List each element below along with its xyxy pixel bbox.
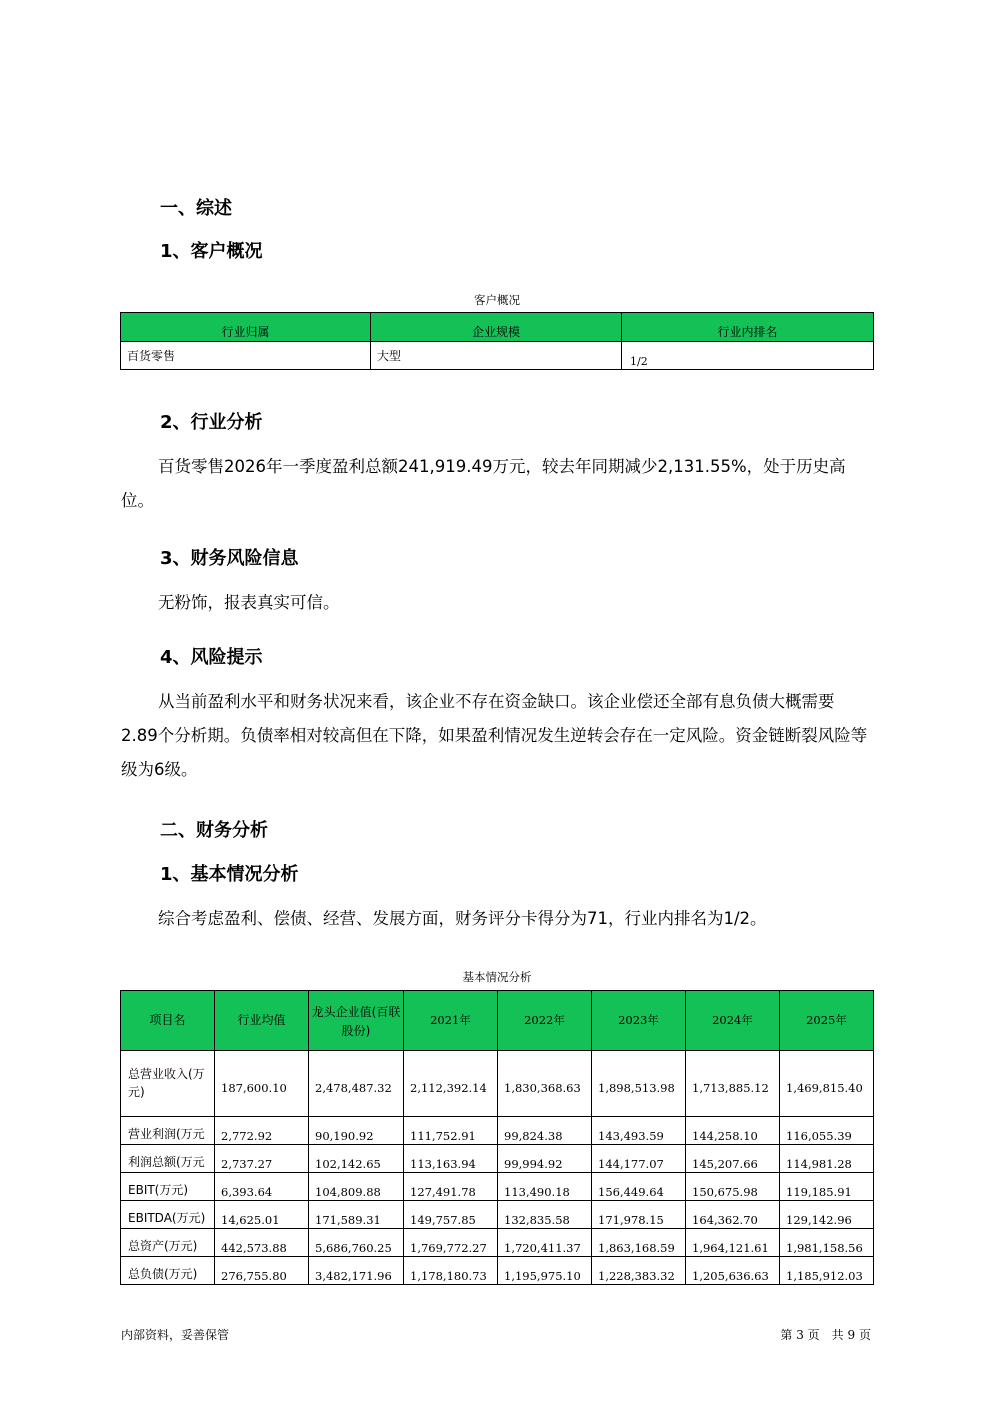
value-cell: 187,600.10 <box>215 1051 309 1117</box>
value-cell: 14,625.01 <box>215 1201 309 1229</box>
table-row <box>121 1051 874 1117</box>
table-caption-client-overview: 客户概况 <box>474 293 520 307</box>
paragraph-industry-analysis <box>121 450 873 518</box>
row-label-cell: 利润总额(万元 <box>121 1145 215 1173</box>
table-row <box>121 1201 874 1229</box>
value-cell: 132,835.58 <box>498 1201 592 1229</box>
page-number-suffix: 页 <box>858 1328 871 1342</box>
header-cell: 龙头企业值(百联股份) <box>309 991 404 1051</box>
value-cell: 1,713,885.12 <box>686 1051 780 1117</box>
value-cell: 442,573.88 <box>215 1229 309 1257</box>
value-cell: 2,737.27 <box>215 1145 309 1173</box>
paragraph-text: 综合考虑盈利、偿债、经营、发展方面，财务评分卡得分为71，行业内排名为1/2。 <box>158 909 767 928</box>
value-cell: 114,981.28 <box>780 1145 874 1173</box>
value-cell: 2,112,392.14 <box>404 1051 498 1117</box>
table-row <box>121 1257 874 1285</box>
value-cell: 1,195,975.10 <box>498 1257 592 1285</box>
value-cell: 113,490.18 <box>498 1173 592 1201</box>
section-heading-overview: 一、综述 <box>160 198 232 219</box>
table-header-row <box>121 991 874 1051</box>
table-row <box>121 1229 874 1257</box>
page-number-total: 9 <box>847 1328 856 1342</box>
value-cell: 111,752.91 <box>404 1117 498 1145</box>
header-cell: 2023年 <box>592 991 686 1051</box>
value-cell: 129,142.96 <box>780 1201 874 1229</box>
value-cell: 5,686,760.25 <box>309 1229 404 1257</box>
rank-cell: 1/2 <box>622 342 874 370</box>
row-label-cell: 总营业收入(万元) <box>121 1051 215 1117</box>
table-row <box>121 1145 874 1173</box>
row-label-cell: 总负债(万元) <box>121 1257 215 1285</box>
value-cell: 143,493.59 <box>592 1117 686 1145</box>
value-cell: 164,362.70 <box>686 1201 780 1229</box>
value-cell: 1,898,513.98 <box>592 1051 686 1117</box>
value-cell: 144,177.07 <box>592 1145 686 1173</box>
header-cell: 行业内排名 <box>622 313 874 342</box>
value-cell: 99,994.92 <box>498 1145 592 1173</box>
paragraph-financial-risk <box>121 586 873 620</box>
value-cell: 90,190.92 <box>309 1117 404 1145</box>
row-label-cell: EBIT(万元) <box>121 1173 215 1201</box>
value-cell: 99,824.38 <box>498 1117 592 1145</box>
table-row <box>121 1117 874 1145</box>
subsection-heading-client-overview: 1、客户概况 <box>160 241 263 262</box>
subsection-heading-risk-tip: 4、风险提示 <box>160 647 263 668</box>
value-cell: 1,185,912.03 <box>780 1257 874 1285</box>
scale-cell: 大型 <box>371 342 622 370</box>
table-row <box>121 342 874 370</box>
value-cell: 113,163.94 <box>404 1145 498 1173</box>
row-label-cell: EBITDA(万元) <box>121 1201 215 1229</box>
page-number <box>780 1326 871 1343</box>
header-cell: 2021年 <box>404 991 498 1051</box>
value-cell: 116,055.39 <box>780 1117 874 1145</box>
value-cell: 149,757.85 <box>404 1201 498 1229</box>
client-overview-table <box>120 312 874 370</box>
industry-cell: 百货零售 <box>121 342 371 370</box>
value-cell: 144,258.10 <box>686 1117 780 1145</box>
page-number-current: 3 <box>796 1328 804 1342</box>
header-cell: 2022年 <box>498 991 592 1051</box>
value-cell: 1,178,180.73 <box>404 1257 498 1285</box>
value-cell: 2,772.92 <box>215 1117 309 1145</box>
value-cell: 145,207.66 <box>686 1145 780 1173</box>
value-cell: 6,393.64 <box>215 1173 309 1201</box>
value-cell: 1,830,368.63 <box>498 1051 592 1117</box>
table-row <box>121 1173 874 1201</box>
subsection-heading-financial-risk: 3、财务风险信息 <box>160 548 299 569</box>
basic-analysis-table <box>120 990 874 1285</box>
paragraph-text: 从当前盈利水平和财务状况来看，该企业不存在资金缺口。该企业偿还全部有息负债大概需要 2.89个分析期。负债率相对较高但在下降，如果盈利情况发生逆转会存在一定风险。资金链断裂风险等级为6级。 <box>121 692 868 779</box>
page-number-mid: 页 共 <box>807 1328 844 1342</box>
value-cell: 171,589.31 <box>309 1201 404 1229</box>
value-cell: 276,755.80 <box>215 1257 309 1285</box>
value-cell: 1,863,168.59 <box>592 1229 686 1257</box>
value-cell: 1,964,121.61 <box>686 1229 780 1257</box>
footer-note: 内部资料，妥善保管 <box>121 1328 230 1342</box>
value-cell: 156,449.64 <box>592 1173 686 1201</box>
header-cell: 2025年 <box>780 991 874 1051</box>
subsection-heading-industry-analysis: 2、行业分析 <box>160 412 263 433</box>
page-number-prefix: 第 <box>780 1328 793 1342</box>
value-cell: 1,469,815.40 <box>780 1051 874 1117</box>
value-cell: 3,482,171.96 <box>309 1257 404 1285</box>
value-cell: 119,185.91 <box>780 1173 874 1201</box>
paragraph-text: 百货零售2026年一季度盈利总额241,919.49万元，较去年同期减少2,131.55%，处于历史高位。 <box>121 457 846 510</box>
row-label-cell: 营业利润(万元 <box>121 1117 215 1145</box>
value-cell: 1,205,636.63 <box>686 1257 780 1285</box>
subsection-heading-basic-analysis: 1、基本情况分析 <box>160 864 299 885</box>
paragraph-text: 无粉饰，报表真实可信。 <box>158 593 340 612</box>
table-caption-basic-analysis: 基本情况分析 <box>462 970 532 984</box>
header-cell: 行业均值 <box>215 991 309 1051</box>
value-cell: 2,478,487.32 <box>309 1051 404 1117</box>
header-cell: 企业规模 <box>371 313 622 342</box>
paragraph-risk-tip <box>121 685 873 787</box>
value-cell: 1,720,411.37 <box>498 1229 592 1257</box>
value-cell: 150,675.98 <box>686 1173 780 1201</box>
row-label-cell: 总资产(万元) <box>121 1229 215 1257</box>
value-cell: 104,809.88 <box>309 1173 404 1201</box>
value-cell: 1,228,383.32 <box>592 1257 686 1285</box>
header-cell: 项目名 <box>121 991 215 1051</box>
header-cell: 行业归属 <box>121 313 371 342</box>
section-heading-financial-analysis: 二、财务分析 <box>160 820 268 841</box>
value-cell: 1,769,772.27 <box>404 1229 498 1257</box>
value-cell: 127,491.78 <box>404 1173 498 1201</box>
paragraph-basic-analysis <box>121 902 873 936</box>
value-cell: 171,978.15 <box>592 1201 686 1229</box>
value-cell: 102,142.65 <box>309 1145 404 1173</box>
header-cell: 2024年 <box>686 991 780 1051</box>
value-cell: 1,981,158.56 <box>780 1229 874 1257</box>
table-header-row <box>121 313 874 342</box>
